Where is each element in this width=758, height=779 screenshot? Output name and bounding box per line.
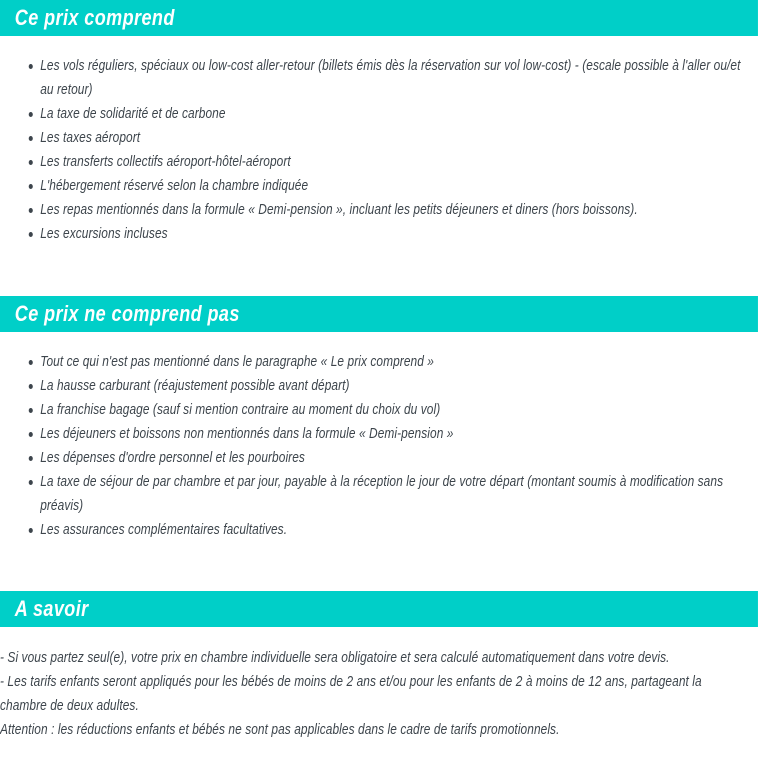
to-know-paragraphs: [0, 646, 748, 742]
section-title-to-know: A savoir: [14, 596, 89, 621]
price-included-item: Les vols réguliers, spéciaux ou low-cost aller-retour (billets émis dès la réservation sur vol low-cost) - (escale possible à l'aller ou/et au retour): [40, 54, 741, 102]
section-title-price-included: Ce prix comprend: [14, 5, 175, 30]
to-know-paragraph: Attention : les réductions enfants et bébés ne sont pas applicables dans le cadre de tarifs promotionnels.: [0, 722, 560, 738]
price-not-included-item: Les assurances complémentaires facultatives.: [40, 518, 741, 542]
price-included-list: [0, 54, 758, 246]
to-know-paragraph: - Si vous partez seul(e), votre prix en chambre individuelle sera obligatoire et sera calculé automatiquement dans votre devis.: [0, 650, 670, 666]
price-included-item: Les transferts collectifs aéroport-hôtel-aéroport: [40, 150, 741, 174]
price-not-included-item: Les dépenses d'ordre personnel et les pourboires: [40, 446, 741, 470]
price-not-included-item: La taxe de séjour de par chambre et par jour, payable à la réception le jour de votre départ (montant soumis à modification sans préavis): [40, 470, 741, 518]
section-title-price-not-included: Ce prix ne comprend pas: [14, 301, 240, 326]
price-not-included-item: Tout ce qui n'est pas mentionné dans le paragraphe « Le prix comprend »: [40, 350, 741, 374]
section-price-included: [0, 0, 758, 246]
price-not-included-item: La franchise bagage (sauf si mention contraire au moment du choix du vol): [40, 398, 741, 422]
section-header-price-not-included: [0, 296, 758, 332]
price-included-item: Les taxes aéroport: [40, 126, 741, 150]
price-included-item: Les repas mentionnés dans la formule « Demi-pension », incluant les petits déjeuners et diners (hors boissons).: [40, 198, 741, 222]
section-header-price-included: [0, 0, 758, 36]
price-not-included-item: Les déjeuners et boissons non mentionnés dans la formule « Demi-pension »: [40, 422, 741, 446]
to-know-paragraph: - Les tarifs enfants seront appliqués pour les bébés de moins de 2 ans et/ou pour les enfants de 2 à moins de 12 ans, partageant la chambre de deux adultes.: [0, 674, 702, 714]
section-header-to-know: [0, 591, 758, 627]
price-not-included-item: La hausse carburant (réajustement possible avant départ): [40, 374, 741, 398]
price-included-item: La taxe de solidarité et de carbone: [40, 102, 741, 126]
section-to-know: [0, 591, 758, 742]
price-included-item: Les excursions incluses: [40, 222, 741, 246]
section-price-not-included: [0, 296, 758, 542]
price-included-item: L'hébergement réservé selon la chambre indiquée: [40, 174, 741, 198]
price-not-included-list: [0, 350, 758, 542]
